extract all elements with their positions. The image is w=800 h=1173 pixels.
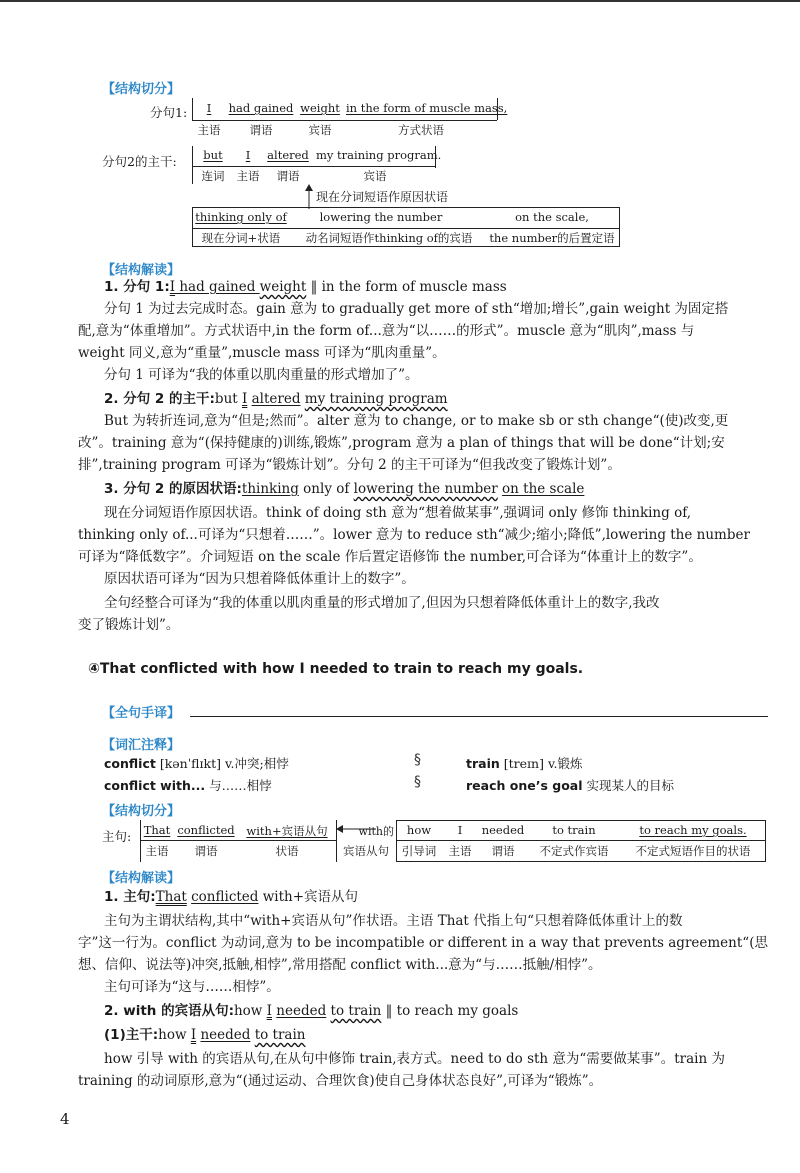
divider-squiggle-icon: §: [414, 752, 421, 768]
paragraph-line: thinking only of...可译为“只想着……”。lower 意为 to reduce sth“减少;缩小;降低”,lowering the number: [78, 527, 750, 543]
main-clause-role: 状语: [275, 844, 299, 858]
clause2-word: but: [203, 148, 223, 162]
clause-role: 谓语: [491, 844, 515, 858]
vocab-entry: reach one’s goal 实现某人的目标: [466, 778, 674, 793]
clause2-role: 连词: [201, 169, 225, 183]
paragraph-line: 字”这一行为。conflict 为动词,意为 to be incompatible or different in a way that prevents agreement“(思: [78, 935, 768, 951]
main-clause-role: 谓语: [194, 844, 218, 858]
vocab-entry: conflict [kənˈflɪkt] v.冲突;相悖: [104, 756, 289, 771]
paragraph-line: But 为转折连词,意为“但是;然而”。alter 意为 to change, or to make sb or sth change“(使)改变,更: [104, 413, 729, 429]
analysis-item-1-heading: 1. 分句 1:I had gained weight ‖ in the form of muscle mass: [104, 279, 507, 295]
divider-squiggle-icon: §: [414, 774, 421, 790]
clause2-word: altered: [267, 148, 309, 162]
clause-word: to reach my goals.: [639, 823, 747, 837]
clause2-role: 谓语: [276, 169, 300, 183]
clause-word: needed: [481, 823, 525, 837]
paragraph-line: how 引导 with 的宾语从句,在从句中修饰 train,表方式。need to do sth 意为“需要做某事”。train 为: [104, 1051, 725, 1067]
analysis-subitem-heading: (1)主干:how I needed to train: [104, 1027, 306, 1043]
reason-role: 现在分词+状语: [201, 231, 281, 245]
paragraph-line: 配,意为“体重增加”。方式状语中,in the form of...意为“以……的形式”。muscle 意为“肌肉”,mass 与: [78, 323, 695, 339]
clause-role: 主语: [448, 844, 472, 858]
reason-word: on the scale,: [515, 210, 589, 224]
vocab-entry: train [treɪn] v.锻炼: [466, 756, 583, 771]
clause-word: how: [406, 823, 432, 837]
main-clause-word: conflicted: [177, 823, 235, 837]
paragraph-line: 主句为主谓状结构,其中“with+宾语从句”作状语。主语 That 代指上句“只想着降低体重计上的数: [104, 913, 683, 929]
translation-answer-line[interactable]: [190, 716, 768, 717]
paragraph-line: 排”,training program 可译为“锻炼计划”。分句 2 的主干可译为“但我改变了锻炼计划”。: [78, 457, 621, 473]
vocab-entry: conflict with... 与……相悖: [104, 778, 272, 793]
paragraph-line: 变了锻炼计划”。: [78, 617, 180, 633]
section-header-structure-split-2: 【结构切分】: [102, 804, 181, 819]
clause1-role: 主语: [197, 123, 221, 137]
paragraph-line: 原因状语可译为“因为只想着降低体重计上的数字”。: [104, 571, 415, 587]
clause2-role: 主语: [236, 169, 260, 183]
analysis-item-2-heading: 2. with 的宾语从句:how I needed to train ‖ to reach my goals: [104, 1003, 519, 1019]
paragraph-line: weight 同义,意为“重量”,muscle mass 可译为“肌肉重量”。: [78, 345, 446, 361]
main-clause-role: 主语: [145, 844, 169, 858]
clause-role: 不定式短语作目的状语: [635, 844, 751, 858]
paragraph-line: 全句经整合可译为“我的体重以肌肉重量的形式增加了,但因为只想着降低体重计上的数字,我改: [104, 595, 660, 611]
analysis-item-3-heading: 3. 分句 2 的原因状语:thinking only of lowering the number on the scale: [104, 481, 585, 497]
clause2-role: 宾语: [363, 169, 387, 183]
reason-word: lowering the number: [319, 210, 443, 224]
clause1-word: I: [206, 101, 212, 115]
section-header-vocabulary: 【词汇注释】: [102, 738, 181, 753]
paragraph-line: 想、信仰、说法等)冲突,抵触,相悖”,常用搭配 conflict with...意为“与……抵触/相悖”。: [78, 957, 602, 973]
clause1-role: 方式状语: [398, 123, 444, 137]
clause1-role: 谓语: [249, 123, 273, 137]
section-header-structure-split: 【结构切分】: [102, 82, 181, 97]
clause-role: 引导词: [401, 844, 437, 858]
reason-role: the number的后置定语: [489, 231, 615, 245]
section-header-structure-analysis-2: 【结构解读】: [102, 871, 181, 886]
clause2-label: 分句2的主干:: [102, 154, 177, 169]
reason-role: 动名词短语作thinking of的宾语: [305, 231, 473, 245]
paragraph-line: 现在分词短语作原因状语。think of doing sth 意为“想着做某事”,强调词 only 修饰 thinking of,: [104, 505, 691, 521]
clause-role: 不定式作宾语: [539, 844, 609, 858]
main-clause-word: That: [143, 823, 171, 837]
clause-word: to train: [552, 823, 596, 837]
clause2-word: my training program.: [316, 148, 442, 162]
clause1-word: in the form of muscle mass,: [346, 101, 508, 115]
paragraph-line: 分句 1 可译为“我的体重以肌肉重量的形式增加了”。: [104, 367, 419, 383]
analysis-item-1-heading: 1. 主句:That conflicted with+宾语从句: [104, 889, 359, 905]
clause1-role: 宾语: [308, 123, 332, 137]
paragraph-line: 分句 1 为过去完成时态。gain 意为 to gradually get more of sth“增加;增长”,gain weight 为固定搭: [104, 301, 729, 317]
analysis-item-2-heading: 2. 分句 2 的主干:but I altered my training program: [104, 391, 448, 407]
paragraph-line: training 的动词原形,意为“(通过运动、合理饮食)使自己身体状态良好”,可译为“锻炼”。: [78, 1073, 603, 1089]
with-object-label: with的: [358, 825, 394, 838]
clause1-word: had gained: [228, 101, 294, 115]
paragraph-line: 可译为“降低数字”。介词短语 on the scale 作后置定语修饰 the number,可合译为“体重计上的数字”。: [78, 549, 702, 565]
page-number: 4: [60, 1110, 70, 1128]
arrow-label: 现在分词短语作原因状语: [316, 190, 449, 204]
reason-word: thinking only of: [195, 210, 287, 224]
clause1-label: 分句1:: [150, 105, 188, 120]
top-rule: [0, 0, 800, 2]
with-object-label-2: 宾语从句: [343, 844, 389, 858]
clause2-word: I: [245, 148, 251, 162]
paragraph-line: 主句可译为“这与……相悖”。: [104, 979, 280, 995]
sentence-4-heading: ④That conflicted with how I needed to train to reach my goals.: [88, 661, 584, 677]
clause-word: I: [457, 823, 463, 837]
main-clause-label: 主句:: [102, 829, 132, 844]
section-header-structure-analysis: 【结构解读】: [102, 263, 181, 278]
section-header-translation: 【全句手译】: [102, 706, 181, 721]
main-clause-word: with+宾语从句: [246, 824, 328, 838]
paragraph-line: 改”。training 意为“(保持健康的)训练,锻炼”,program 意为 a plan of things that will be done“计划;安: [78, 435, 725, 451]
clause1-word: weight: [300, 101, 340, 115]
